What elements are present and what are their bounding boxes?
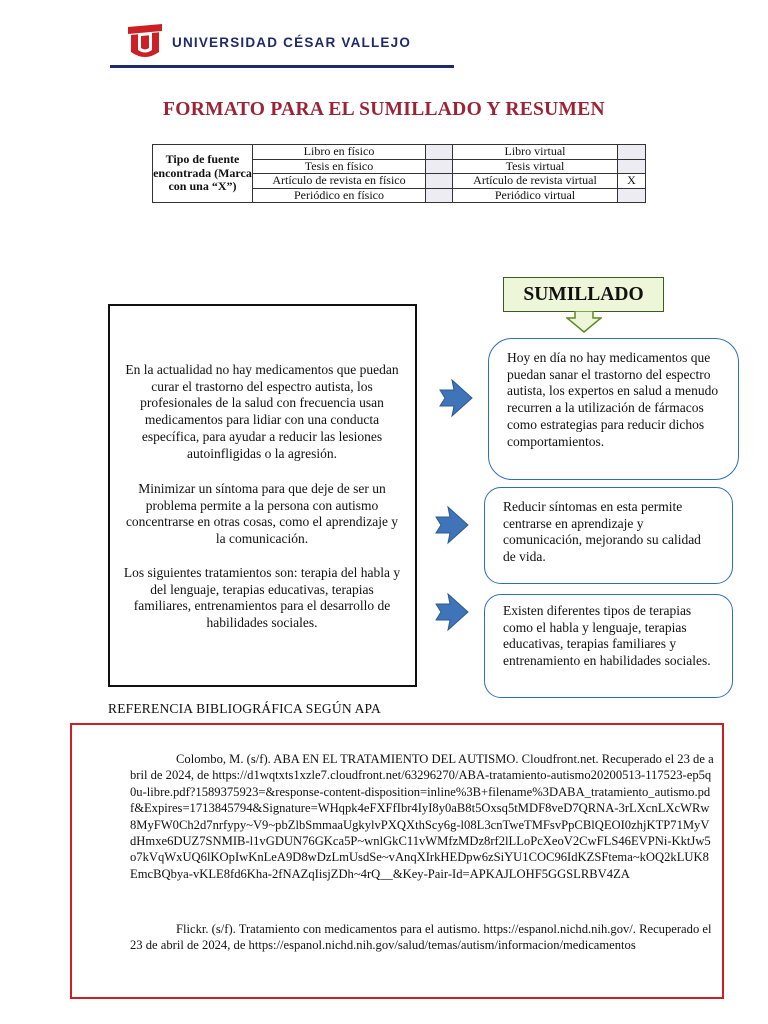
original-paragraph: En la actualidad no hay medicamentos que puedan curar el trastorno del espectro autista, los profesionales de la salud con frecuencia usan medicamentos para lidiar con una conducta específica, para ayudar a reducir las lesiones autoinfligidas o la agresión.: [125, 362, 399, 461]
mark-cell[interactable]: [618, 159, 646, 174]
references-box: [70, 723, 724, 999]
mark-cell[interactable]: [618, 188, 646, 203]
header-rule: [110, 65, 454, 68]
mark-cell[interactable]: [618, 145, 646, 160]
source-option-label: Libro virtual: [453, 145, 618, 160]
sumillado-badge: SUMILLADO: [503, 277, 664, 312]
document-title: FORMATO PARA EL SUMILLADO Y RESUMEN: [163, 99, 605, 120]
university-name: UNIVERSIDAD CÉSAR VALLEJO: [172, 35, 412, 50]
original-paragraph: Minimizar un síntoma para que deje de ser un problema permite a la persona con autismo concentrarse en otras cosas, como el aprendizaje y la comunicación.: [125, 481, 399, 547]
source-option-label: Artículo de revista en físico: [253, 174, 426, 189]
mark-cell[interactable]: [426, 159, 453, 174]
source-type-label: Tipo de fuente encontrada (Marca con una “X”): [153, 145, 253, 203]
source-option-label: Periódico en físico: [253, 188, 426, 203]
mark-cell-checked[interactable]: X: [618, 174, 646, 189]
reference-entry: Flickr. (s/f). Tratamiento con medicamentos para el autismo. https://espanol.nichd.nih.gov/. Recuperado el 23 de abril de 2024, de https://espanol.nichd.nih.gov/salud/temas/autism/informacion/medicamentos: [130, 922, 712, 953]
summary-box: Existen diferentes tipos de terapias como el habla y lenguaje, terapias educativas, terapias familiares y entrenamiento en habilidades sociales.: [484, 594, 733, 698]
ucv-logo-icon: [128, 24, 162, 58]
university-logo: [128, 22, 458, 68]
right-arrow-icon: [432, 505, 470, 545]
summary-box: Hoy en día no hay medicamentos que puedan sanar el trastorno del espectro autista, los expertos en salud a menudo recurren a la utilización de fármacos como estrategias para reducir dichos comportamientos.: [488, 338, 739, 480]
reference-heading: REFERENCIA BIBLIOGRÁFICA SEGÚN APA: [108, 701, 381, 716]
original-text-box: [108, 304, 417, 687]
source-option-label: Tesis virtual: [453, 159, 618, 174]
summary-box: Reducir síntomas en esta permite centrarse en aprendizaje y comunicación, mejorando su calidad de vida.: [484, 487, 733, 584]
mark-cell[interactable]: [426, 145, 453, 160]
source-option-label: Artículo de revista virtual: [453, 174, 618, 189]
mark-cell[interactable]: [426, 188, 453, 203]
right-arrow-icon: [432, 592, 470, 632]
table-row: [153, 145, 646, 160]
source-option-label: Tesis en físico: [253, 159, 426, 174]
source-type-table: [152, 144, 646, 203]
down-arrow-icon: [566, 311, 602, 333]
right-arrow-icon: [436, 378, 474, 418]
source-option-label: Periódico virtual: [453, 188, 618, 203]
mark-cell[interactable]: [426, 174, 453, 189]
original-paragraph: Los siguientes tratamientos son: terapia del habla y del lenguaje, terapias educativas, terapias familiares, entrenamientos para el desarrollo de habilidades sociales.: [123, 565, 401, 631]
reference-entry: Colombo, M. (s/f). ABA EN EL TRATAMIENTO DEL AUTISMO. Cloudfront.net. Recuperado el 23 de abril de 2024, de https://d1wqtxts1xzle7.cloudfront.net/63296270/ABA-tratamiento-autismo20200513-117523-ep5q0u-libre.pdf?1589375923=&response-content-disposition=inline%3B+filename%3DABA_tratamiento_autismo.pdf&Expires=1713845794&Signature=WHqpk4eFXFfIbr4IyI8y0aB8t5Oxsq5tMDF8veD7QRNA-3rLXcnLXcWRw8MyFW0Ch2d7nrfypy~V9~pbZlbSmmaaUgkylvPXQXthScy6g-l08L3cnTweTMFsvPpCBlQEOI0zhjKTP71MyVdHmxe6DUZ7SNMIB-l1vGDUN76GKca5P~wnlGkC11vWMfzMDz8rf2lLLoPcXeoV2CwFLS46EVPNi-KktJw5o7kVqWxUQ6lKOpIwKnLeA9D8wDzLmUsdSe~vAnqXIrkHEDpw6zSiYU1COC96IdKZSFtema~kOQ2kLUK8EmcBQbya-vKLE8fd6Kha-2fNAZqIisjZDh~4rQ__&Key-Pair-Id=APKAJLOHF5GGSLRBV4ZA: [130, 752, 714, 881]
source-option-label: Libro en físico: [253, 145, 426, 160]
